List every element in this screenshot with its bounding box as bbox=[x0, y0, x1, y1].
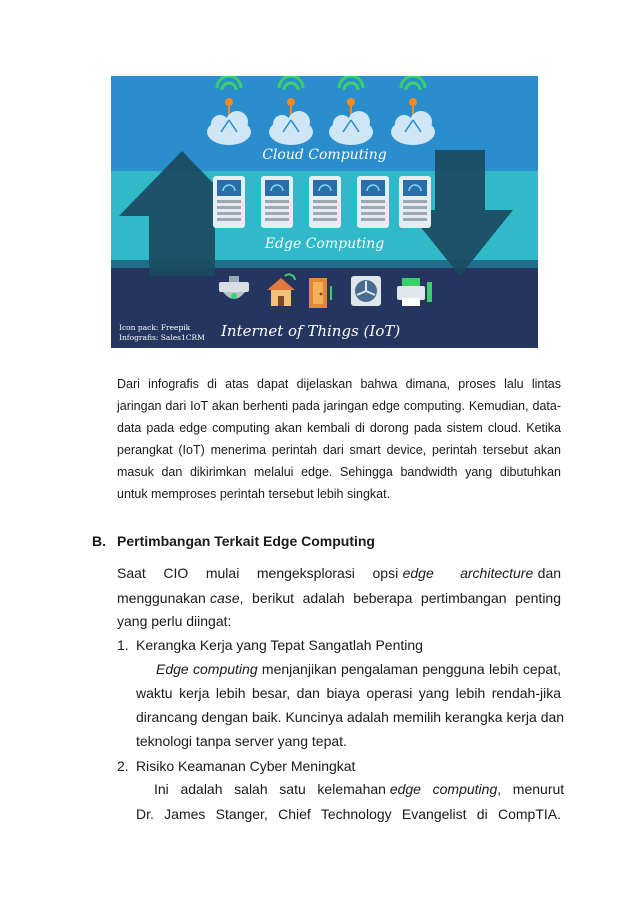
list-item-line: dirancang dengan baik. Kuncinya adalah memilih kerangka kerja dan bbox=[136, 709, 565, 725]
indent bbox=[136, 661, 156, 677]
iot-label: Internet of Things (IoT) bbox=[221, 322, 401, 340]
infographic-artwork bbox=[111, 76, 538, 348]
edge-computing-label: Edge Computing bbox=[264, 236, 385, 252]
edge-computing-infographic bbox=[111, 76, 538, 348]
list-item-line: waktu kerja lebih besar, dan biaya operasi yang lebih rendah-jika bbox=[136, 685, 561, 701]
list-item-line bbox=[136, 661, 561, 677]
italic-run: edge architecture bbox=[402, 565, 534, 581]
section-marker: B. bbox=[92, 533, 106, 549]
list-item-line bbox=[136, 781, 565, 797]
intro-line: masuk dan dikirimkan melalui edge. Sehingga bandwidth yang dibutuhkan bbox=[117, 465, 561, 479]
cloud-computing-label: Cloud Computing bbox=[262, 147, 387, 163]
intro-line: jaringan dari IoT akan berhenti pada jaringan edge computing. Kemudian, data- bbox=[117, 399, 561, 413]
text-run: dan bbox=[537, 565, 562, 581]
icon-credit: Icon pack: Freepik bbox=[119, 323, 191, 332]
server-icon bbox=[213, 176, 245, 228]
text-run: , menurut bbox=[497, 781, 565, 797]
section-intro-line: yang perlu diingat: bbox=[117, 613, 232, 629]
server-icon bbox=[261, 176, 293, 228]
text-run: Saat CIO mulai mengeksplorasi opsi bbox=[117, 565, 399, 581]
intro-line: untuk memproses perintah tersebut lebih singkat. bbox=[117, 487, 391, 501]
italic-run: Edge computing bbox=[156, 661, 258, 677]
intro-line: perangkat (IoT) menerima perintah dari smart device, perintah tersebut akan bbox=[117, 443, 561, 457]
italic-run: case bbox=[210, 590, 240, 606]
list-item-line: Dr. James Stanger, Chief Technology Evangelist di CompTIA. bbox=[136, 806, 561, 822]
text-run: menggunakan bbox=[117, 590, 206, 606]
server-icon bbox=[357, 176, 389, 228]
list-item-title: Kerangka Kerja yang Tepat Sangatlah Penting bbox=[136, 637, 423, 653]
list-number: 1. bbox=[117, 637, 129, 653]
section-intro-line bbox=[117, 590, 561, 606]
intro-paragraph bbox=[117, 373, 561, 505]
italic-run: edge computing bbox=[389, 781, 498, 797]
list-number: 2. bbox=[117, 758, 129, 774]
smart-fan-icon bbox=[351, 276, 381, 306]
text-run: Ini adalah salah satu kelemahan bbox=[154, 781, 386, 797]
indent bbox=[136, 781, 154, 797]
intro-line: data pada edge computing akan kembali di dorong pada sistem cloud. Ketika bbox=[117, 421, 561, 435]
section-heading: Pertimbangan Terkait Edge Computing bbox=[117, 533, 375, 549]
infographic-credit: Infografis: Sales1CRM bbox=[119, 333, 205, 342]
text-run: , berikut adalah beberapa pertimbangan penting bbox=[239, 590, 562, 606]
server-icon bbox=[399, 176, 431, 228]
list-item-title: Risiko Keamanan Cyber Meningkat bbox=[136, 758, 356, 774]
intro-line: Dari infografis di atas dapat dijelaskan bahwa dimana, proses lalu lintas bbox=[117, 377, 561, 391]
server-icon bbox=[309, 176, 341, 228]
list-item-line: teknologi tanpa server yang tepat. bbox=[136, 733, 347, 749]
text-run: menjanjikan pengalaman pengguna lebih cepat, bbox=[257, 661, 561, 677]
section-intro-line bbox=[117, 565, 561, 581]
